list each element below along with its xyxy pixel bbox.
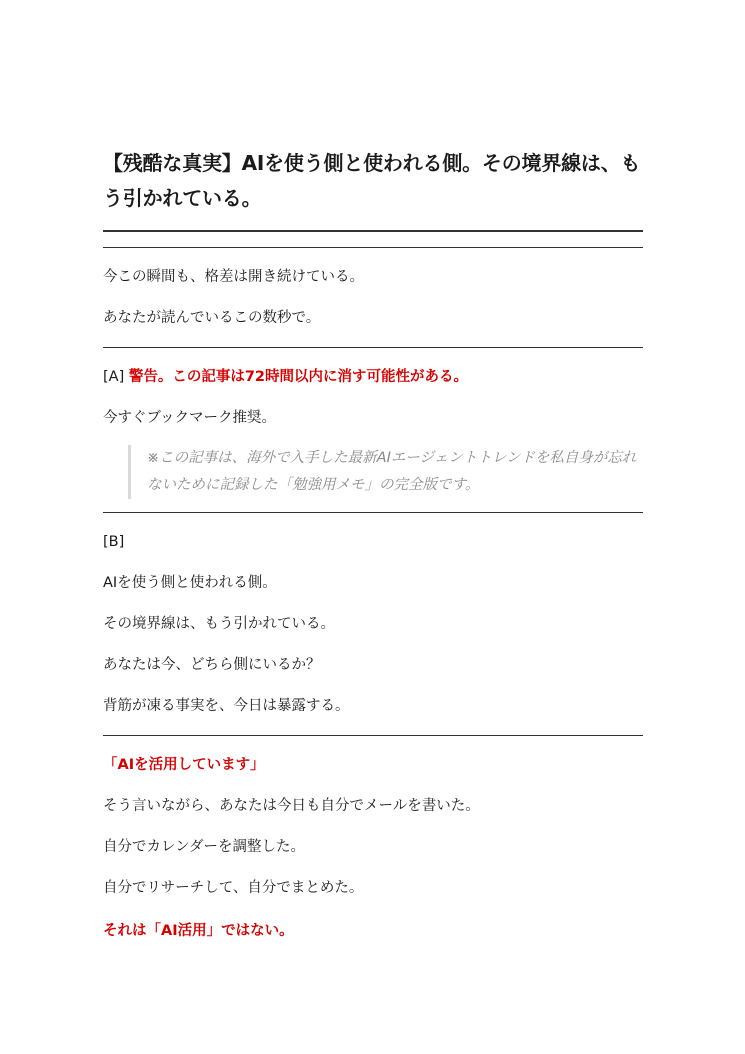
section-b-line-1: AIを使う側と使われる側。 — [103, 575, 277, 591]
article-body — [103, 146, 643, 941]
title-divider — [103, 230, 643, 232]
section-b-line-3: あなたは今、どちら側にいるか？ — [103, 657, 321, 673]
divider — [103, 247, 643, 248]
divider — [103, 347, 643, 348]
divider — [103, 512, 643, 513]
section-c-line-2: 自分でカレンダーを調整した。 — [103, 839, 306, 855]
section-b-line-4: 背筋が凍る事実を、今日は暴露する。 — [103, 698, 350, 714]
section-b-line-2: その境界線は、もう引かれている。 — [103, 616, 335, 632]
section-a-heading — [103, 367, 643, 387]
section-a-marker: [A] — [103, 369, 125, 385]
warning-text: 警告。この記事は72時間以内に消す可能性がある。 — [128, 369, 469, 385]
bookmark-line: 今すぐブックマーク推奨。 — [103, 410, 276, 426]
intro-line-1: 今この瞬間も、格差は開き続けている。 — [103, 269, 364, 285]
section-c-line-1: そう言いながら、あなたは今日も自分でメールを書いた。 — [103, 798, 480, 814]
section-c-conclusion: それは「AI活用」ではない。 — [103, 923, 294, 939]
divider — [103, 735, 643, 736]
intro-line-2: あなたが読んでいるこの数秒で。 — [103, 310, 321, 326]
section-b-marker: [B] — [103, 534, 125, 550]
note-blockquote: ※この記事は、海外で入手した最新AIエージェントトレンドを私自身が忘れないために記録した「勉強用メモ」の完全版です。 — [128, 445, 643, 499]
section-c-line-3: 自分でリサーチして、自分でまとめた。 — [103, 880, 364, 896]
section-c-heading: 「AIを活用しています」 — [103, 757, 265, 773]
article-title: 【残酷な真実】AIを使う側と使われる側。その境界線は、もう引かれている。 — [103, 151, 641, 210]
